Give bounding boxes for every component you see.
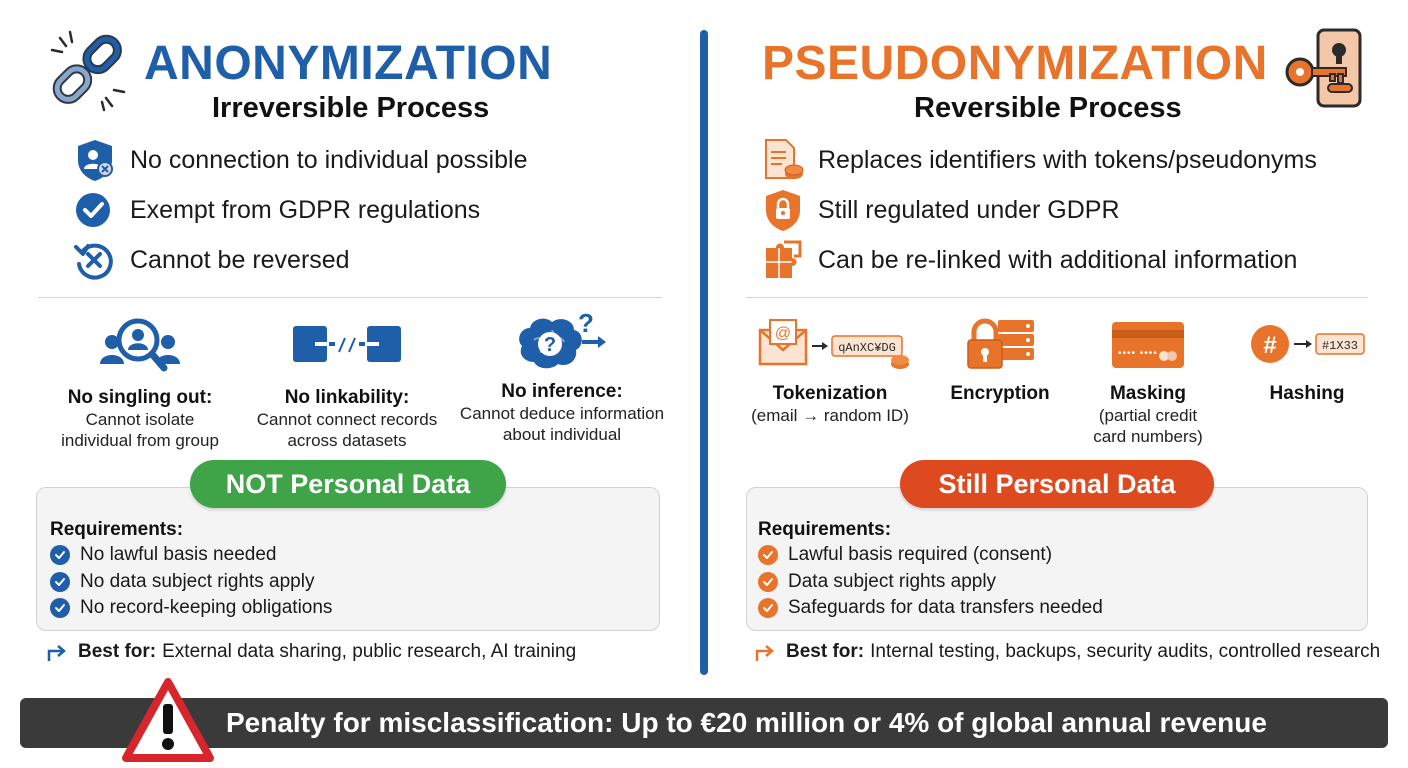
principle-singling-out [50, 316, 230, 451]
best-for-label: Best for: [786, 641, 865, 662]
principle-desc: Cannot deduce information [459, 404, 665, 423]
technique-label: Hashing [1269, 383, 1345, 404]
left-title: ANONYMIZATION [144, 37, 553, 90]
principle-heading: No inference: [501, 381, 623, 402]
left-requirement-text: No data subject rights apply [80, 571, 315, 592]
right-best-for [754, 641, 1380, 663]
left-requirement-item [50, 597, 332, 619]
principle-desc: Cannot connect records [256, 410, 438, 429]
check-icon [758, 598, 778, 618]
technique-label: Masking [1109, 383, 1187, 404]
left-requirements-title: Requirements: [50, 519, 184, 540]
technique-tokenization [740, 316, 920, 426]
right-feature-1 [762, 138, 1317, 182]
puzzle-icon [762, 238, 804, 282]
technique-desc: card numbers) [1093, 427, 1203, 446]
check-icon [758, 545, 778, 565]
right-requirement-item [758, 597, 1103, 619]
broken-link-icon [250, 316, 444, 381]
check-icon [50, 545, 70, 565]
shield-lock-icon [762, 188, 804, 232]
right-requirement-text: Lawful basis required (consent) [788, 544, 1053, 565]
left-feature-1 [74, 138, 527, 182]
left-feature-text: Exempt from GDPR regulations [130, 195, 481, 224]
technique-label: Tokenization [772, 383, 888, 404]
left-feature-2 [74, 188, 480, 232]
left-requirement-item [50, 571, 314, 593]
left-requirement-text: No lawful basis needed [80, 544, 277, 565]
right-feature-text: Replaces identifiers with tokens/pseudonyms [818, 145, 1317, 174]
svg-text:•••• ••••: •••• •••• [1118, 348, 1158, 359]
right-feature-text: Still regulated under GDPR [818, 195, 1120, 224]
principle-heading: No singling out: [67, 387, 213, 408]
right-subtitle: Reversible Process [914, 92, 1182, 124]
best-for-label: Best for: [78, 641, 157, 662]
principle-desc: Cannot isolate [85, 410, 195, 429]
left-requirement-text: No record-keeping obligations [80, 597, 333, 618]
technique-hashing [1240, 316, 1374, 405]
svg-text:@: @ [774, 325, 792, 342]
right-feature-2 [762, 188, 1120, 232]
hash-sample: #1X33 [1321, 339, 1359, 353]
technique-label: Encryption [950, 383, 1050, 404]
check-circle-icon [74, 188, 116, 232]
token-sample: qAnXC¥DG [838, 341, 896, 355]
best-for-text: Internal testing, backups, security audits, controlled research [870, 641, 1381, 662]
check-icon [50, 572, 70, 592]
principle-inference [456, 310, 668, 445]
right-requirements-title: Requirements: [758, 519, 892, 540]
left-feature-3 [74, 238, 350, 282]
lock-server-icon [940, 316, 1060, 379]
right-title: PSEUDONYMIZATION [762, 37, 1268, 90]
principle-heading: No linkability: [284, 387, 410, 408]
arrow-up-right-icon [754, 641, 776, 663]
penalty-text: Penalty for misclassification: Up to €20 million or 4% of global annual revenue [226, 707, 1267, 738]
key-lock-icon [1282, 26, 1366, 110]
center-divider [700, 30, 708, 675]
no-undo-icon [74, 238, 116, 282]
technique-encryption [940, 316, 1060, 405]
technique-desc: (email → random ID) [751, 406, 909, 425]
email-token-icon [740, 316, 920, 379]
principle-desc: across datasets [287, 431, 407, 450]
svg-text:?: ? [578, 310, 594, 338]
left-subtitle: Irreversible Process [212, 92, 490, 124]
right-feature-text: Can be re-linked with additional information [818, 245, 1298, 274]
technique-desc: (partial credit [1098, 406, 1198, 425]
hash-icon [1240, 316, 1374, 379]
broken-chain-icon [46, 28, 130, 112]
right-requirement-text: Safeguards for data transfers needed [788, 597, 1103, 618]
left-separator [38, 297, 662, 298]
document-token-icon [762, 138, 804, 182]
not-personal-data-badge: NOT Personal Data [190, 460, 506, 508]
principle-desc: about individual [502, 425, 622, 444]
check-icon [50, 598, 70, 618]
credit-card-icon [1080, 316, 1216, 379]
right-feature-3 [762, 238, 1297, 282]
best-for-text: External data sharing, public research, AI training [162, 641, 577, 662]
right-requirement-text: Data subject rights apply [788, 571, 997, 592]
technique-masking [1080, 316, 1216, 447]
left-best-for [46, 641, 576, 663]
right-requirement-item [758, 544, 1052, 566]
check-icon [758, 572, 778, 592]
principle-linkability [250, 316, 444, 451]
svg-text:#: # [1263, 332, 1277, 359]
left-requirement-item [50, 544, 276, 566]
brain-question-icon [456, 310, 668, 381]
left-feature-text: No connection to individual possible [130, 145, 528, 174]
principle-desc: individual from group [61, 431, 219, 450]
right-separator [746, 297, 1368, 298]
right-requirement-item [758, 571, 996, 593]
arrow-up-right-icon [46, 641, 68, 663]
magnifier-group-icon [50, 316, 230, 381]
svg-text:?: ? [543, 334, 557, 356]
warning-triangle-icon [122, 678, 214, 762]
shield-user-icon [74, 138, 116, 182]
still-personal-data-badge: Still Personal Data [900, 460, 1214, 508]
left-feature-text: Cannot be reversed [130, 245, 350, 274]
